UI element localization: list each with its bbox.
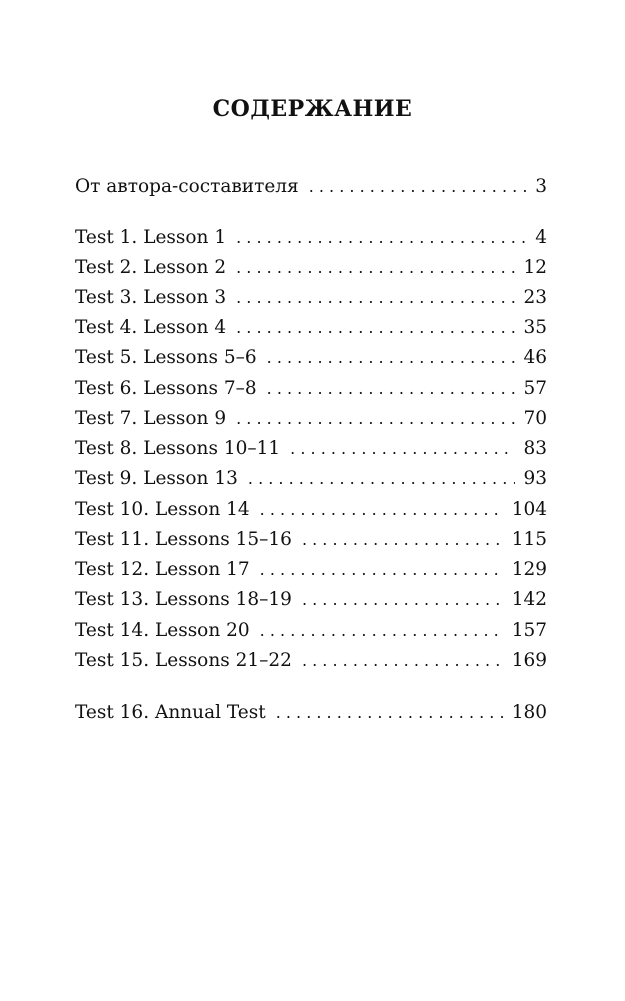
toc-entry bbox=[75, 437, 547, 461]
dot-leader bbox=[260, 498, 504, 522]
toc-entry bbox=[75, 226, 547, 250]
toc-entry-page: 115 bbox=[511, 529, 547, 550]
toc-entry-page: 70 bbox=[523, 408, 547, 429]
toc-entry-title: Test 5. Lessons 5–6 bbox=[75, 347, 257, 368]
toc-entry-title: Test 1. Lesson 1 bbox=[75, 227, 227, 248]
toc-entry bbox=[75, 175, 547, 199]
toc-entry-title: Test 6. Lessons 7–8 bbox=[75, 378, 257, 399]
toc-entry-page: 83 bbox=[523, 438, 547, 459]
toc-entry-page: 180 bbox=[511, 702, 547, 723]
toc-entry-page: 169 bbox=[511, 650, 547, 671]
toc-entry bbox=[75, 619, 547, 643]
toc-entry bbox=[75, 528, 547, 552]
toc-entry bbox=[75, 407, 547, 431]
dot-leader bbox=[309, 175, 528, 199]
toc-entry bbox=[75, 346, 547, 370]
toc-entry-title: Test 7. Lesson 9 bbox=[75, 408, 227, 429]
toc-entry bbox=[75, 649, 547, 673]
toc-entry-page: 4 bbox=[535, 227, 547, 248]
dot-leader bbox=[236, 286, 515, 310]
toc-entry bbox=[75, 701, 547, 725]
dot-leader bbox=[236, 316, 515, 340]
toc-entry-page: 104 bbox=[511, 499, 547, 520]
toc-entry-title: Test 2. Lesson 2 bbox=[75, 257, 227, 278]
toc-entry bbox=[75, 286, 547, 310]
toc-entry bbox=[75, 558, 547, 582]
toc-entry bbox=[75, 498, 547, 522]
toc-entry-page: 57 bbox=[523, 378, 547, 399]
dot-leader bbox=[236, 256, 515, 280]
toc-entry-title: Test 10. Lesson 14 bbox=[75, 499, 250, 520]
page-title: СОДЕРЖАНИЕ bbox=[212, 96, 413, 122]
toc-entry-title: Test 9. Lesson 13 bbox=[75, 468, 238, 489]
toc-entry-title: Test 12. Lesson 17 bbox=[75, 559, 250, 580]
dot-leader bbox=[290, 437, 515, 461]
toc-entry-page: 142 bbox=[511, 589, 547, 610]
toc-entry bbox=[75, 588, 547, 612]
dot-leader bbox=[302, 649, 504, 673]
dot-leader bbox=[248, 467, 516, 491]
toc-entry-title: Test 14. Lesson 20 bbox=[75, 620, 250, 641]
dot-leader bbox=[267, 346, 516, 370]
dot-leader bbox=[276, 701, 504, 725]
toc-entry bbox=[75, 256, 547, 280]
dot-leader bbox=[267, 377, 516, 401]
toc-entry bbox=[75, 316, 547, 340]
toc-entry-title: Test 13. Lessons 18–19 bbox=[75, 589, 292, 610]
toc-entry-page: 46 bbox=[523, 347, 547, 368]
dot-leader bbox=[236, 226, 527, 250]
toc-entry-page: 12 bbox=[523, 257, 547, 278]
dot-leader bbox=[260, 558, 504, 582]
toc-entry-title: Test 15. Lessons 21–22 bbox=[75, 650, 292, 671]
toc-entry-title: Test 11. Lessons 15–16 bbox=[75, 529, 292, 550]
toc-entry-page: 157 bbox=[511, 620, 547, 641]
toc-entry-page: 129 bbox=[511, 559, 547, 580]
toc-entry-page: 23 bbox=[523, 287, 547, 308]
toc-entry-page: 35 bbox=[523, 317, 547, 338]
toc-entry-title: Test 3. Lesson 3 bbox=[75, 287, 227, 308]
toc-entry-page: 3 bbox=[535, 176, 547, 197]
dot-leader bbox=[302, 528, 504, 552]
dot-leader bbox=[302, 588, 504, 612]
toc-entry-title: От автора-составителя bbox=[75, 176, 299, 197]
toc-entry-title: Test 16. Annual Test bbox=[75, 702, 266, 723]
dot-leader bbox=[236, 407, 515, 431]
toc-entry bbox=[75, 377, 547, 401]
toc-entry-title: Test 4. Lesson 4 bbox=[75, 317, 227, 338]
dot-leader bbox=[260, 619, 504, 643]
toc-entry bbox=[75, 467, 547, 491]
toc-entry-title: Test 8. Lessons 10–11 bbox=[75, 438, 281, 459]
toc-entry-page: 93 bbox=[523, 468, 547, 489]
